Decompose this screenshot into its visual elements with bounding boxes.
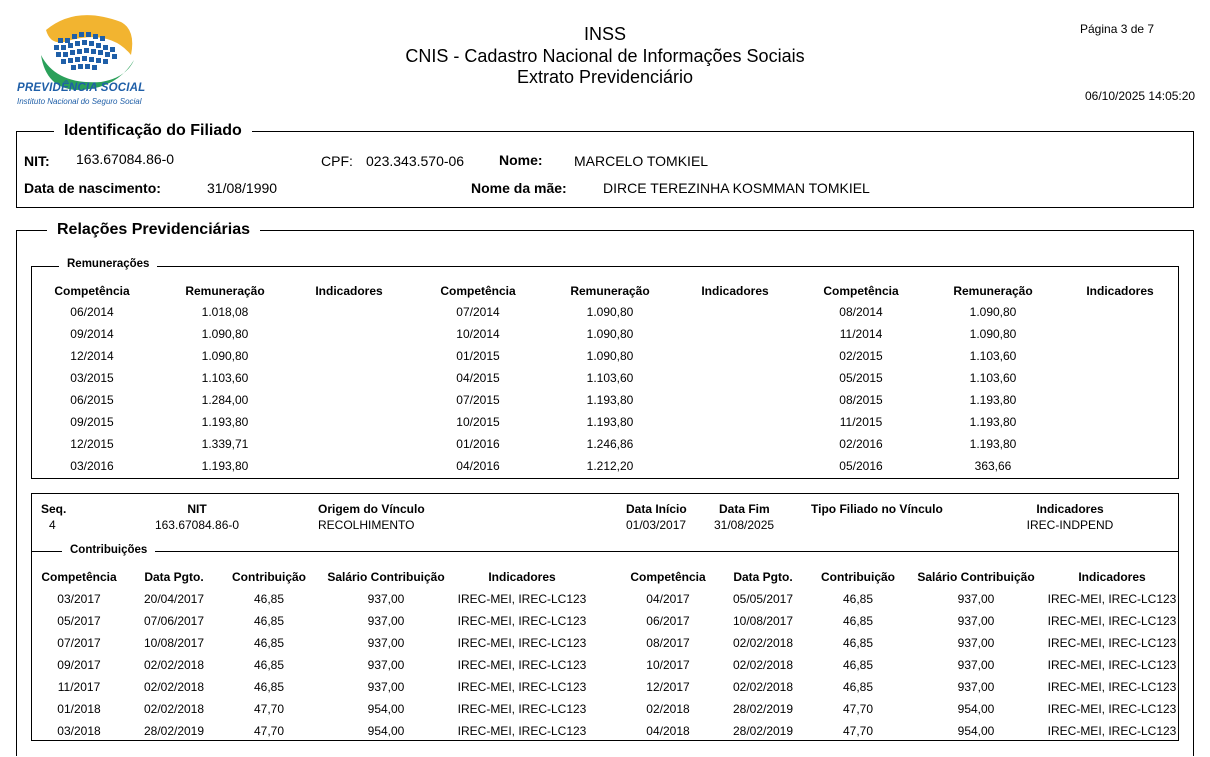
remuneracoes-header-0-1: Remuneração — [185, 284, 265, 298]
contribuicao-valor: 46,85 — [253, 636, 285, 650]
contribuicao-indicadores: IREC-MEI, IREC-LC123 — [457, 702, 587, 716]
remuneracao-valor: 1.090,80 — [201, 349, 249, 363]
nit-label: NIT: — [24, 153, 50, 169]
contribuicao-data-pgto: 02/02/2018 — [732, 658, 794, 672]
contribuicao-competencia: 11/2017 — [57, 680, 101, 694]
remuneracao-valor: 1.193,80 — [201, 415, 249, 429]
remuneracao-valor: 1.103,60 — [969, 349, 1017, 363]
remuneracao-competencia: 08/2014 — [839, 305, 883, 319]
contribuicoes-title: Contribuições — [62, 544, 155, 556]
remuneracao-competencia: 09/2015 — [70, 415, 114, 429]
remuneracao-competencia: 01/2015 — [456, 349, 500, 363]
nit-value: 163.67084.86-0 — [76, 151, 175, 167]
contribuicao-indicadores: IREC-MEI, IREC-LC123 — [1047, 614, 1177, 628]
remuneracao-competencia: 03/2015 — [70, 371, 114, 385]
remuneracao-valor: 1.090,80 — [969, 305, 1017, 319]
contribuicao-valor: 46,85 — [842, 592, 874, 606]
contribuicao-salario: 937,00 — [957, 592, 995, 606]
remuneracoes-header-1-1: Remuneração — [570, 284, 650, 298]
contribuicao-valor: 47,70 — [842, 702, 874, 716]
contribuicao-valor: 47,70 — [253, 702, 285, 716]
contribuicao-indicadores: IREC-MEI, IREC-LC123 — [1047, 702, 1177, 716]
remuneracao-valor: 1.018,08 — [201, 305, 249, 319]
contribuicao-indicadores: IREC-MEI, IREC-LC123 — [1047, 636, 1177, 650]
remuneracao-valor: 1.090,80 — [969, 327, 1017, 341]
logo-subtitle: Instituto Nacional do Seguro Social — [17, 97, 142, 106]
contribuicoes-header-1-3: Salário Contribuição — [917, 570, 1035, 584]
remuneracao-competencia: 12/2015 — [70, 437, 114, 451]
remuneracao-competencia: 11/2014 — [839, 327, 883, 341]
contribuicao-valor: 46,85 — [842, 680, 874, 694]
contribuicao-valor: 46,85 — [842, 636, 874, 650]
contribuicao-data-pgto: 02/02/2018 — [143, 680, 205, 694]
remuneracao-competencia: 06/2015 — [70, 393, 114, 407]
remuneracao-competencia: 10/2015 — [456, 415, 500, 429]
remuneracao-valor: 1.090,80 — [586, 305, 634, 319]
contribuicao-competencia: 06/2017 — [646, 614, 690, 628]
contribuicao-indicadores: IREC-MEI, IREC-LC123 — [457, 724, 587, 738]
remuneracao-valor: 1.339,71 — [201, 437, 249, 451]
contribuicao-data-pgto: 10/08/2017 — [732, 614, 794, 628]
contribuicao-indicadores: IREC-MEI, IREC-LC123 — [457, 680, 587, 694]
remuneracao-valor: 1.284,00 — [201, 393, 249, 407]
contribuicao-indicadores: IREC-MEI, IREC-LC123 — [1047, 724, 1177, 738]
contribuicoes-header-1-2: Contribuição — [821, 570, 895, 584]
mae-label: Nome da mãe: — [471, 180, 567, 196]
filiado-section-title: Identificação do Filiado — [54, 122, 252, 140]
seq-value: 4 — [49, 518, 56, 532]
contribuicao-valor: 46,85 — [253, 592, 285, 606]
contribuicao-salario: 954,00 — [367, 724, 405, 738]
contribuicao-salario: 954,00 — [367, 702, 405, 716]
contribuicao-salario: 937,00 — [367, 614, 405, 628]
contribuicao-competencia: 08/2017 — [646, 636, 690, 650]
vinculo-indicadores-value: IREC-INDPEND — [1026, 518, 1114, 532]
nascimento-label: Data de nascimento: — [24, 180, 161, 196]
contribuicoes-divider — [31, 551, 1179, 552]
contribuicao-competencia: 03/2018 — [57, 724, 101, 738]
contribuicao-data-pgto: 10/08/2017 — [143, 636, 205, 650]
filiado-section — [16, 131, 1194, 208]
remuneracao-valor: 1.193,80 — [586, 393, 634, 407]
contribuicao-salario: 937,00 — [367, 592, 405, 606]
contribuicao-salario: 954,00 — [957, 724, 995, 738]
remuneracao-valor: 1.193,80 — [969, 415, 1017, 429]
remuneracao-competencia: 09/2014 — [70, 327, 114, 341]
contribuicoes-header-1-1: Data Pgto. — [733, 570, 793, 584]
tipo-header: Tipo Filiado no Vínculo — [811, 502, 943, 516]
contribuicao-indicadores: IREC-MEI, IREC-LC123 — [457, 658, 587, 672]
contribuicoes-header-0-2: Contribuição — [232, 570, 306, 584]
vinculo-nit-value: 163.67084.86-0 — [154, 518, 240, 532]
contribuicao-competencia: 07/2017 — [57, 636, 101, 650]
relacoes-section-title: Relações Previdenciárias — [47, 221, 260, 239]
contribuicao-competencia: 09/2017 — [57, 658, 101, 672]
cpf-label: CPF: — [321, 153, 353, 169]
remuneracao-competencia: 12/2014 — [70, 349, 114, 363]
contribuicao-valor: 47,70 — [253, 724, 285, 738]
remuneracoes-header-2-2: Indicadores — [1086, 284, 1154, 298]
mae-value: DIRCE TEREZINHA KOSMMAN TOMKIEL — [603, 180, 870, 196]
remuneracoes-header-1-2: Indicadores — [701, 284, 769, 298]
remuneracao-competencia: 04/2015 — [456, 371, 500, 385]
remuneracao-valor: 1.212,20 — [586, 459, 634, 473]
remuneracao-valor: 1.103,60 — [201, 371, 249, 385]
cpf-value: 023.343.570-06 — [366, 153, 465, 169]
contribuicao-competencia: 12/2017 — [646, 680, 690, 694]
contribuicao-data-pgto: 02/02/2018 — [732, 680, 794, 694]
contribuicao-valor: 46,85 — [253, 658, 285, 672]
contribuicao-competencia: 05/2017 — [57, 614, 101, 628]
indicadores-header: Indicadores — [1036, 502, 1104, 516]
contribuicao-data-pgto: 07/06/2017 — [143, 614, 205, 628]
remuneracao-valor: 1.103,60 — [586, 371, 634, 385]
nascimento-value: 31/08/1990 — [207, 180, 278, 196]
remuneracoes-header-0-0: Competência — [54, 284, 130, 298]
contribuicao-data-pgto: 28/02/2019 — [732, 702, 794, 716]
remuneracao-valor: 363,66 — [974, 459, 1012, 473]
contribuicao-data-pgto: 02/02/2018 — [143, 658, 205, 672]
contribuicao-salario: 937,00 — [367, 636, 405, 650]
contribuicoes-header-0-1: Data Pgto. — [144, 570, 204, 584]
remuneracoes-header-0-2: Indicadores — [315, 284, 383, 298]
contribuicao-salario: 937,00 — [957, 636, 995, 650]
remuneracao-valor: 1.193,80 — [586, 415, 634, 429]
contribuicoes-header-0-4: Indicadores — [488, 570, 556, 584]
remuneracao-valor: 1.090,80 — [201, 327, 249, 341]
contribuicao-competencia: 04/2018 — [646, 724, 690, 738]
contribuicao-competencia: 01/2018 — [57, 702, 101, 716]
contribuicao-data-pgto: 28/02/2019 — [143, 724, 205, 738]
seq-header: Seq. — [41, 502, 67, 516]
remuneracao-competencia: 03/2016 — [70, 459, 114, 473]
fim-header: Data Fim — [719, 502, 770, 516]
contribuicao-data-pgto: 20/04/2017 — [143, 592, 205, 606]
contribuicao-indicadores: IREC-MEI, IREC-LC123 — [457, 614, 587, 628]
contribuicao-data-pgto: 02/02/2018 — [732, 636, 794, 650]
contribuicao-salario: 937,00 — [367, 680, 405, 694]
remuneracao-competencia: 01/2016 — [456, 437, 500, 451]
remuneracao-competencia: 07/2015 — [456, 393, 500, 407]
nome-value: MARCELO TOMKIEL — [574, 153, 709, 169]
contribuicao-competencia: 04/2017 — [646, 592, 690, 606]
remuneracao-competencia: 08/2015 — [839, 393, 883, 407]
header-title: INSS — [583, 24, 626, 44]
contribuicao-competencia: 10/2017 — [646, 658, 690, 672]
remuneracao-competencia: 05/2015 — [839, 371, 883, 385]
contribuicao-indicadores: IREC-MEI, IREC-LC123 — [1047, 592, 1177, 606]
contribuicao-salario: 937,00 — [957, 614, 995, 628]
contribuicao-indicadores: IREC-MEI, IREC-LC123 — [457, 592, 587, 606]
remuneracao-valor: 1.103,60 — [969, 371, 1017, 385]
remuneracao-competencia: 05/2016 — [839, 459, 883, 473]
page-number: Página 3 de 7 — [1080, 22, 1155, 36]
contribuicao-data-pgto: 02/02/2018 — [143, 702, 205, 716]
remuneracao-competencia: 10/2014 — [456, 327, 500, 341]
header-doc-type: Extrato Previdenciário — [516, 67, 694, 87]
remuneracoes-title: Remunerações — [59, 258, 157, 270]
remuneracao-competencia: 04/2016 — [456, 459, 500, 473]
contribuicao-data-pgto: 05/05/2017 — [732, 592, 794, 606]
issue-datetime: 06/10/2025 14:05:20 — [1085, 89, 1196, 103]
contribuicao-salario: 954,00 — [957, 702, 995, 716]
contribuicao-valor: 46,85 — [253, 614, 285, 628]
remuneracao-competencia: 07/2014 — [456, 305, 500, 319]
contribuicao-salario: 937,00 — [957, 680, 995, 694]
origem-value: RECOLHIMENTO — [318, 518, 415, 532]
contribuicao-salario: 937,00 — [367, 658, 405, 672]
contribuicoes-header-0-0: Competência — [41, 570, 117, 584]
remuneracao-valor: 1.090,80 — [586, 349, 634, 363]
contribuicao-indicadores: IREC-MEI, IREC-LC123 — [457, 636, 587, 650]
remuneracao-valor: 1.246,86 — [586, 437, 634, 451]
nit-header: NIT — [187, 502, 207, 516]
header-subtitle: CNIS - Cadastro Nacional de Informações Sociais — [405, 46, 805, 66]
contribuicao-valor: 46,85 — [842, 614, 874, 628]
remuneracao-valor: 1.193,80 — [969, 437, 1017, 451]
contribuicoes-header-1-4: Indicadores — [1078, 570, 1146, 584]
remuneracoes-header-2-1: Remuneração — [953, 284, 1033, 298]
contribuicao-valor: 47,70 — [842, 724, 874, 738]
remuneracao-competencia: 06/2014 — [70, 305, 114, 319]
contribuicoes-header-1-0: Competência — [630, 570, 706, 584]
inicio-value: 01/03/2017 — [626, 518, 687, 532]
fim-value: 31/08/2025 — [714, 518, 775, 532]
origem-header: Origem do Vínculo — [318, 502, 425, 516]
remuneracoes-header-2-0: Competência — [823, 284, 899, 298]
remuneracoes-header-1-0: Competência — [440, 284, 516, 298]
remuneracao-competencia: 11/2015 — [839, 415, 883, 429]
nome-label: Nome: — [499, 152, 543, 168]
remuneracao-competencia: 02/2016 — [839, 437, 883, 451]
contribuicao-indicadores: IREC-MEI, IREC-LC123 — [1047, 658, 1177, 672]
contribuicao-data-pgto: 28/02/2019 — [732, 724, 794, 738]
contribuicao-indicadores: IREC-MEI, IREC-LC123 — [1047, 680, 1177, 694]
contribuicoes-header-0-3: Salário Contribuição — [327, 570, 445, 584]
remuneracao-valor: 1.193,80 — [201, 459, 249, 473]
contribuicao-competencia: 03/2017 — [57, 592, 101, 606]
logo-name: PREVIDÊNCIA SOCIAL — [17, 82, 146, 94]
contribuicao-salario: 937,00 — [957, 658, 995, 672]
remuneracao-valor: 1.090,80 — [586, 327, 634, 341]
remuneracao-valor: 1.193,80 — [969, 393, 1017, 407]
contribuicao-valor: 46,85 — [842, 658, 874, 672]
contribuicao-valor: 46,85 — [253, 680, 285, 694]
inicio-header: Data Início — [626, 502, 687, 516]
contribuicao-competencia: 02/2018 — [646, 702, 690, 716]
remuneracao-competencia: 02/2015 — [839, 349, 883, 363]
